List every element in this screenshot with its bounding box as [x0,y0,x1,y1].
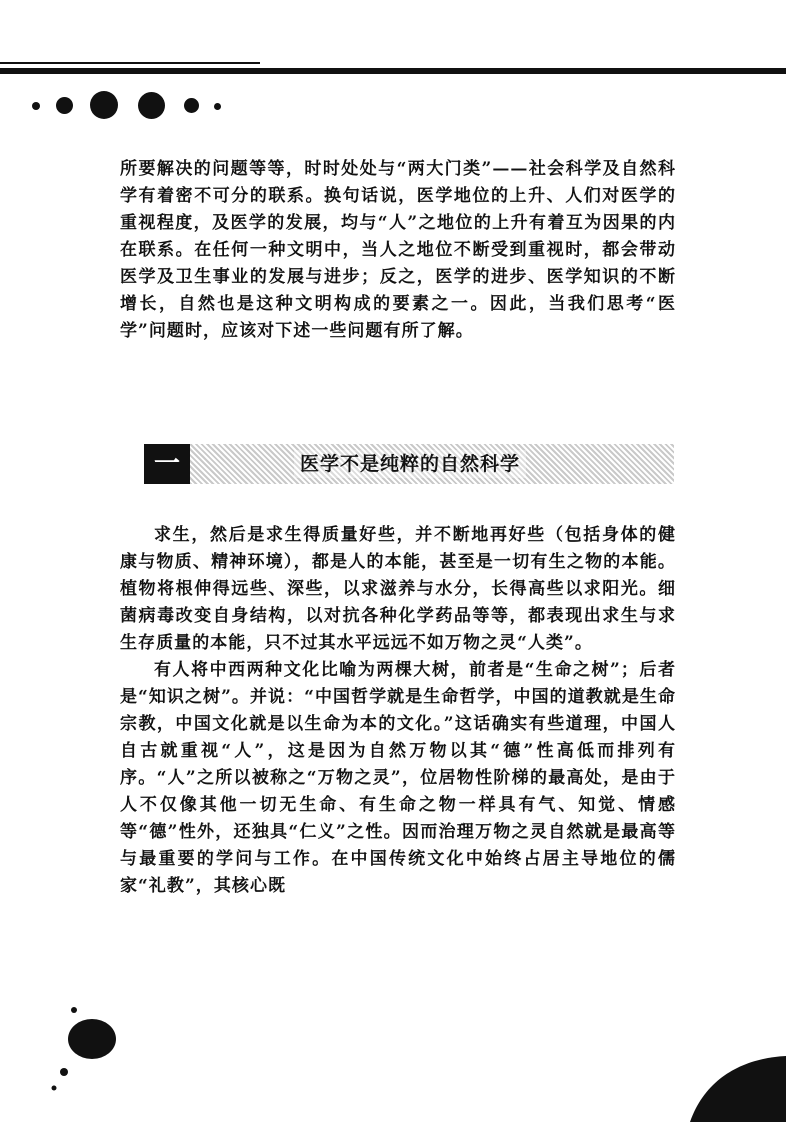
body-text-block [120,522,676,900]
decorative-blob-icon [44,1004,144,1104]
dot-icon [184,98,199,113]
intro-paragraph: 所要解决的问题等等，时时处处与“两大门类”——社会科学及自然科学有着密不可分的联系。换句话说，医学地位的上升、人们对医学的重视程度，及医学的发展，均与“人”之地位的上升有着互为因果的内在联系。在任何一种文明中，当人之地位不断受到重视时，都会带动医学及卫生事业的发展与进步；反之，医学的进步、医学知识的不断增长，自然也是这种文明构成的要素之一。因此，当我们思考“医学”问题时，应该对下述一些问题有所了解。 [120,159,676,341]
dot-icon [214,103,221,110]
body-paragraph: 有人将中西两种文化比喻为两棵大树，前者是“生命之树”；后者是“知识之树”。并说：“中国哲学就是生命哲学，中国的道教就是生命宗教，中国文化就是以生命为本的文化。”这话确实有些道理，中国人自古就重视“人”，这是因为自然万物以其“德”性高低而排列有序。“人”之所以被称之“万物之灵”，位居物性阶梯的最高处，是由于人不仅像其他一切无生命、有生命之物一样具有气、知觉、情感等“德”性外，还独具“仁义”之性。因而治理万物之灵自然就是最高等与最重要的学问与工作。在中国传统文化中始终占居主导地位的儒家“礼教”，其核心既 [120,660,676,896]
intro-text-block [120,156,676,345]
dot-icon [56,97,73,114]
dot-icon [90,91,118,119]
section-number: 一 [144,444,190,484]
dot-icon [138,92,165,119]
body-paragraph: 求生，然后是求生得质量好些，并不断地再好些（包括身体的健康与物质、精神环境），都是人的本能，甚至是一切有生之物的本能。植物将根伸得远些、深些，以求滋养与水分，长得高些以求阳光。细菌病毒改变自身结构，以对抗各种化学药品等等，都表现出求生与求生存质量的本能，只不过其水平远远不如万物之灵“人类”。 [120,525,676,653]
dot-icon [32,102,40,110]
decorative-dots [32,90,292,122]
section-title: 医学不是纯粹的自然科学 [294,450,526,478]
section-heading [144,444,674,484]
header-rule-thin [0,62,260,64]
header-rule-thick [0,68,786,74]
decorative-wedge-icon [686,1056,786,1122]
